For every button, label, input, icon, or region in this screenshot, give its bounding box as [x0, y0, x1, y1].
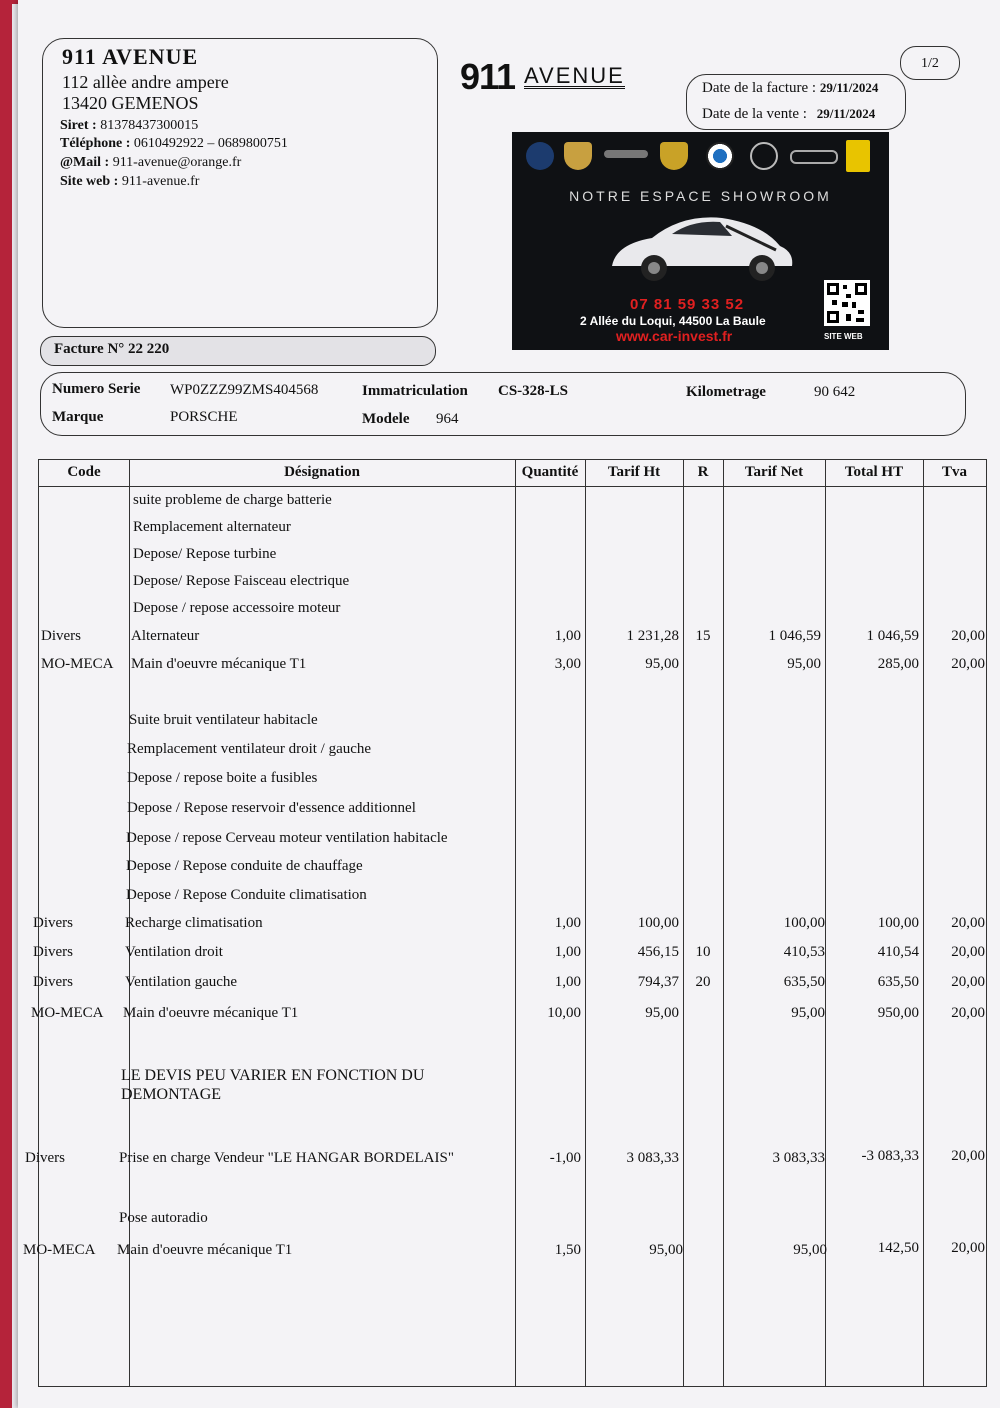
brand-label: Marque [52, 409, 104, 425]
line-tarif-net: 635,50 [783, 974, 825, 990]
line-designation: Depose / Repose reservoir d'essence additionnel [127, 800, 416, 816]
line-tarif-net: 95,00 [793, 1242, 827, 1258]
line-designation: Main d'oeuvre mécanique T1 [131, 656, 307, 672]
km-label: Kilometrage [686, 384, 766, 400]
line-designation: Remplacement ventilateur droit / gauche [127, 741, 372, 757]
line-designation: Remplacement alternateur [133, 519, 291, 535]
line-tarif-ht: 100,00 [637, 915, 679, 931]
line-designation: Depose / Repose conduite de chauffage [126, 858, 363, 874]
line-designation: Suite bruit ventilateur habitacle [129, 712, 318, 728]
model-value: 964 [436, 411, 459, 427]
serial-value: WP0ZZZ99ZMS404568 [170, 382, 319, 398]
line-total-ht: 1 046,59 [866, 628, 919, 644]
line-tarif-ht: 3 083,33 [626, 1150, 679, 1166]
line-quantity: -1,00 [549, 1150, 581, 1166]
line-tva: 20,00 [951, 656, 985, 672]
ad-site-web-label: SITE WEB [824, 332, 863, 341]
invoice-number-value: 22 220 [128, 341, 170, 357]
line-code: Divers [33, 915, 73, 931]
line-tarif-ht: 95,00 [649, 1242, 683, 1258]
header-tarif-ht: Tarif Ht [607, 464, 661, 480]
line-tarif-net: 3 083,33 [772, 1150, 825, 1166]
line-code: MO-MECA [23, 1242, 96, 1258]
line-code: MO-MECA [41, 656, 114, 672]
line-designation: Depose / repose Cerveau moteur ventilation habitacle [126, 830, 448, 846]
ad-address: 2 Allée du Loqui, 44500 La Baule [580, 314, 766, 328]
ad-title: NOTRE ESPACE SHOWROOM [569, 188, 832, 204]
line-tva: 20,00 [951, 915, 985, 931]
mail-value: 911-avenue@orange.fr [112, 155, 242, 170]
invoice-number-label: Facture N° [54, 341, 125, 357]
line-quantity: 1,50 [554, 1242, 581, 1258]
line-code: MO-MECA [31, 1005, 104, 1021]
line-code: Divers [33, 974, 73, 990]
siret-value: 81378437300015 [100, 118, 199, 133]
ad-phone: 07 81 59 33 52 [630, 296, 745, 313]
brand-value: PORSCHE [170, 409, 238, 425]
line-tarif-net: 1 046,59 [768, 628, 821, 644]
ad-website: www.car-invest.fr [616, 328, 733, 344]
header-tarif-net: Tarif Net [744, 464, 804, 480]
plate-label: Immatriculation [362, 383, 468, 399]
line-tva: 20,00 [951, 944, 985, 960]
phone-label: Téléphone : [60, 136, 131, 151]
line-designation: Main d'oeuvre mécanique T1 [117, 1242, 293, 1258]
header-r: R [697, 464, 709, 480]
line-total-ht: 635,50 [877, 974, 919, 990]
line-tva: 20,00 [951, 1240, 985, 1256]
invoice-sheet [18, 0, 1000, 1408]
line-designation: Depose / repose accessoire moteur [133, 600, 341, 616]
company-address-line1: 112 allèe andre ampere [62, 72, 229, 92]
line-tarif-ht: 95,00 [645, 656, 679, 672]
line-r: 10 [695, 944, 711, 960]
line-tarif-net: 100,00 [783, 915, 825, 931]
line-tarif-ht: 95,00 [645, 1005, 679, 1021]
line-total-ht: 285,00 [877, 656, 919, 672]
line-designation: Prise en charge Vendeur "LE HANGAR BORDELAIS" [119, 1150, 454, 1166]
line-total-ht: 410,54 [877, 944, 919, 960]
line-code: Divers [25, 1150, 65, 1166]
bmw-logo-icon [706, 142, 734, 170]
line-total-ht: -3 083,33 [861, 1148, 919, 1164]
line-designation: Ventilation gauche [125, 974, 238, 990]
web-label: Site web : [60, 174, 119, 189]
line-quantity: 1,00 [554, 915, 581, 931]
line-tarif-net: 95,00 [787, 656, 821, 672]
km-value: 90 642 [814, 384, 856, 400]
plate-value: CS-328-LS [498, 383, 569, 399]
porsche-logo-icon [564, 142, 592, 170]
quote-note-line1: LE DEVIS PEU VARIER EN FONCTION DU [121, 1067, 425, 1084]
header-designation: Désignation [284, 464, 360, 480]
line-tva: 20,00 [951, 628, 985, 644]
company-name: 911 AVENUE [62, 44, 199, 69]
line-tva: 20,00 [951, 1148, 985, 1164]
model-label: Modele [362, 411, 410, 427]
serial-label: Numero Serie [52, 381, 141, 397]
lamborghini-logo-icon [660, 142, 688, 170]
porsche-car-image [602, 206, 802, 286]
logo-word: AVENUE [524, 63, 625, 88]
qr-code-icon [824, 280, 870, 326]
quote-note-line2: DEMONTAGE [121, 1086, 222, 1103]
company-phone [60, 136, 288, 152]
phone-value: 0610492922 – 0689800751 [133, 136, 288, 151]
web-value: 911-avenue.fr [121, 174, 200, 189]
logo-number: 911 [460, 56, 516, 97]
line-total-ht: 142,50 [877, 1240, 919, 1256]
company-web [60, 174, 199, 190]
header-tva: Tva [941, 464, 967, 480]
line-r: 20 [695, 974, 711, 990]
invoice-date-value: 29/11/2024 [819, 80, 879, 95]
line-r: 15 [695, 628, 711, 644]
header-code: Code [67, 464, 101, 480]
line-quantity: 3,00 [554, 656, 581, 672]
showroom-advert [512, 132, 889, 350]
sale-date-label: Date de la vente : [702, 106, 807, 122]
invoice-date-label: Date de la facture : [702, 80, 817, 96]
line-tva: 20,00 [951, 974, 985, 990]
company-address-line2: 13420 GEMENOS [62, 93, 199, 113]
line-tarif-ht: 794,37 [637, 974, 679, 990]
line-quantity: 10,00 [547, 1005, 581, 1021]
line-quantity: 1,00 [554, 974, 581, 990]
line-quantity: 1,00 [554, 628, 581, 644]
line-designation: Depose / repose boite a fusibles [127, 770, 318, 786]
line-designation: Depose / Repose Conduite climatisation [126, 887, 367, 903]
line-designation: Pose autoradio [119, 1210, 208, 1226]
invoice-date-row [702, 80, 878, 97]
line-quantity: 1,00 [554, 944, 581, 960]
maserati-logo-icon [526, 142, 554, 170]
aston-martin-logo-icon [604, 150, 648, 158]
line-designation: Alternateur [131, 628, 200, 644]
line-designation: Main d'oeuvre mécanique T1 [123, 1005, 299, 1021]
line-items-table [23, 459, 987, 1387]
sale-date-value: 29/11/2024 [816, 106, 876, 121]
mail-label: @Mail : [60, 155, 110, 170]
company-mail [60, 155, 241, 171]
page-indicator: 1/2 [921, 56, 939, 71]
line-tarif-net: 95,00 [791, 1005, 825, 1021]
line-code: Divers [33, 944, 73, 960]
line-designation: Recharge climatisation [125, 915, 263, 931]
line-tarif-ht: 456,15 [637, 944, 679, 960]
siret-label: Siret : [60, 118, 97, 133]
line-tva: 20,00 [951, 1005, 985, 1021]
line-designation: Depose/ Repose Faisceau electrique [133, 573, 350, 589]
line-tarif-ht: 1 231,28 [626, 628, 679, 644]
ferrari-logo-icon [846, 140, 870, 172]
line-designation: Ventilation droit [125, 944, 223, 960]
line-tarif-net: 410,53 [783, 944, 825, 960]
line-total-ht: 950,00 [877, 1005, 919, 1021]
line-designation: Depose/ Repose turbine [133, 546, 277, 562]
company-siret [60, 118, 198, 134]
line-code: Divers [41, 628, 81, 644]
sale-date-row [702, 106, 875, 123]
line-designation: suite probleme de charge batterie [133, 492, 332, 508]
audi-logo-icon [790, 150, 838, 164]
col-divider [683, 460, 684, 1386]
mercedes-logo-icon [750, 142, 778, 170]
invoice-number [54, 341, 169, 358]
header-total-ht: Total HT [844, 464, 904, 480]
line-total-ht: 100,00 [877, 915, 919, 931]
header-quantity: Quantité [521, 464, 579, 480]
